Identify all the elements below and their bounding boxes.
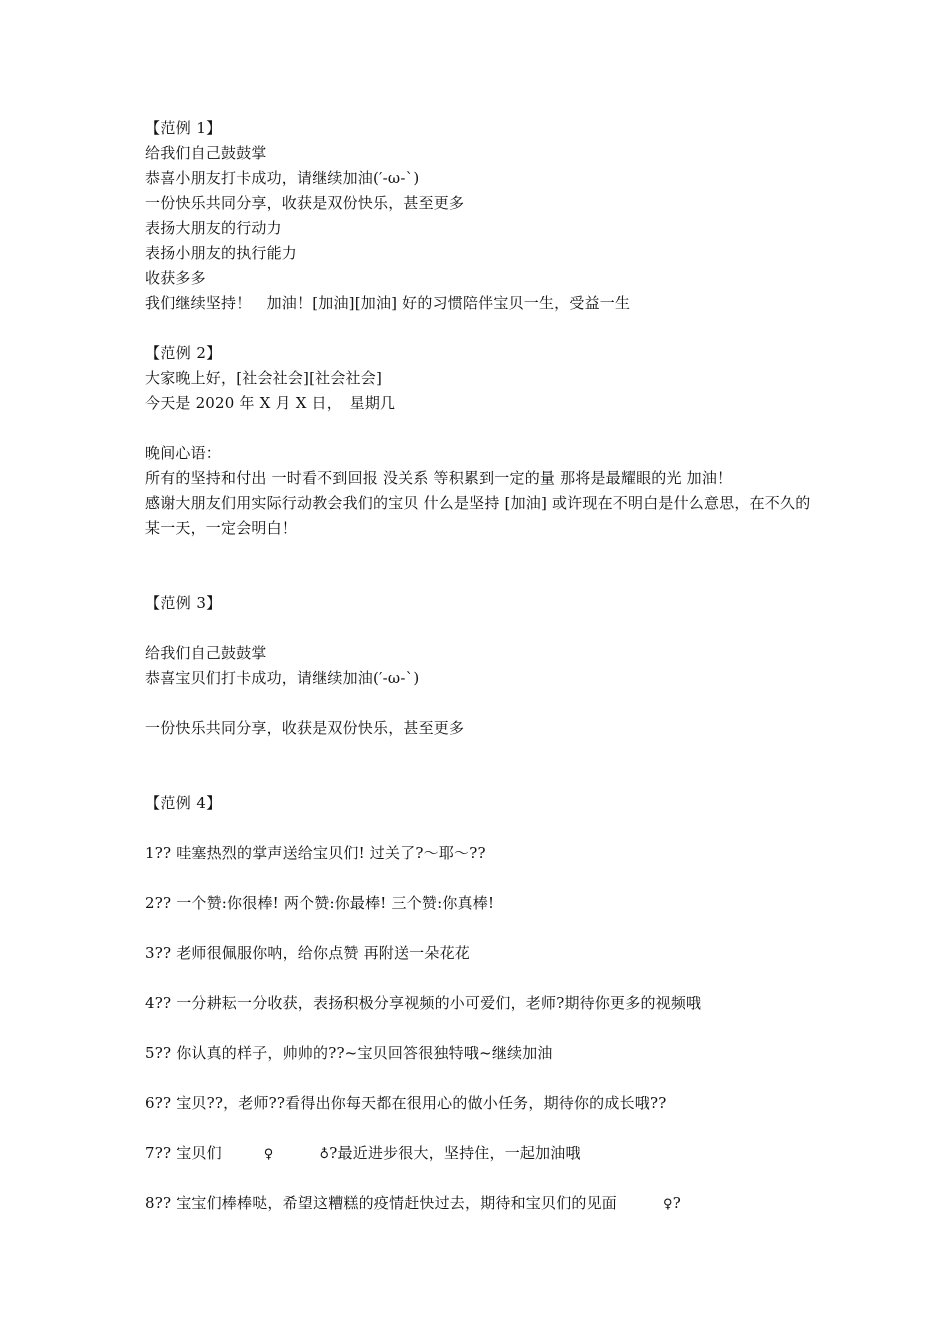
female-symbol-icon: ♀ xyxy=(663,1197,673,1212)
example-1-line: 恭喜小朋友打卡成功，请继续加油(′-ω-`) xyxy=(145,169,420,187)
example-4-item-7 xyxy=(145,1141,825,1166)
example-3-line: 恭喜宝贝们打卡成功，请继续加油(′-ω-`) xyxy=(145,669,420,687)
example-1-line: 我们继续坚持！ 加油！[加油][加油] 好的习惯陪伴宝贝一生，受益一生 xyxy=(145,294,631,312)
example-1-heading: 【范例 1】 xyxy=(145,119,222,137)
example-4-item-8 xyxy=(145,1191,825,1216)
example-4-heading: 【范例 4】 xyxy=(145,794,222,812)
spacer xyxy=(145,741,825,766)
example-2-paragraph: 感谢大朋友们用实际行动教会我们的宝贝 什么是坚持 [加油] 或许现在不明白是什么意思，在不久的某一天，一定会明白！ xyxy=(145,494,811,537)
earth-symbol-icon: ♁ xyxy=(319,1147,330,1162)
example-2-line: 大家晚上好，[社会社会][社会社会] xyxy=(145,369,383,387)
example-4-item: 2?? 一个赞:你很棒! 两个赞:你最棒! 三个赞:你真棒! xyxy=(145,894,495,912)
example-3-line: 给我们自己鼓鼓掌 xyxy=(145,644,267,662)
spacer xyxy=(145,566,825,591)
example-2-subheading: 晚间心语： xyxy=(145,444,222,462)
item-8-suffix: ? xyxy=(672,1194,681,1212)
female-symbol-icon: ♀ xyxy=(263,1147,274,1162)
example-4-item: 6?? 宝贝??，老师??看得出你每天都在很用心的做小任务，期待你的成长哦?? xyxy=(145,1094,667,1112)
spacer xyxy=(145,691,825,716)
example-3-heading: 【范例 3】 xyxy=(145,594,222,612)
spacer xyxy=(145,1116,825,1141)
spacer xyxy=(145,816,825,841)
spacer xyxy=(145,866,825,891)
example-1-line: 给我们自己鼓鼓掌 xyxy=(145,144,267,162)
item-8-prefix: 8?? 宝宝们棒棒哒，希望这糟糕的疫情赶快过去，期待和宝贝们的见面 xyxy=(145,1194,617,1212)
example-4-item: 3?? 老师很佩服你呐，给你点赞 再附送一朵花花 xyxy=(145,944,470,962)
document-body xyxy=(145,116,825,1216)
spacer xyxy=(145,766,825,791)
example-1-line: 表扬小朋友的执行能力 xyxy=(145,244,298,262)
spacer xyxy=(145,416,825,441)
example-3-line: 一份快乐共同分享，收获是双份快乐，甚至更多 xyxy=(145,719,465,737)
example-4-item: 5?? 你认真的样子，帅帅的??~宝贝回答很独特哦~继续加油 xyxy=(145,1044,553,1062)
example-1-line: 表扬大朋友的行动力 xyxy=(145,219,282,237)
example-4-item: 1?? 哇塞热烈的掌声送给宝贝们! 过关了?～耶～?? xyxy=(145,844,486,862)
example-2-line: 今天是 2020 年 X 月 X 日， 星期几 xyxy=(145,394,396,412)
example-1-line: 收获多多 xyxy=(145,269,206,287)
example-2-paragraph: 所有的坚持和付出 一时看不到回报 没关系 等积累到一定的量 那将是最耀眼的光 加油！ xyxy=(145,469,733,487)
spacer xyxy=(145,541,825,566)
spacer xyxy=(145,316,825,341)
spacer xyxy=(145,616,825,641)
item-7-prefix: 7?? 宝贝们 xyxy=(145,1144,222,1162)
example-4-item: 4?? 一分耕耘一分收获，表扬积极分享视频的小可爱们，老师?期待你更多的视频哦 xyxy=(145,994,702,1012)
spacer xyxy=(145,1166,825,1191)
spacer xyxy=(145,916,825,941)
spacer xyxy=(145,1016,825,1041)
example-1-line: 一份快乐共同分享，收获是双份快乐，甚至更多 xyxy=(145,194,465,212)
item-7-suffix: ?最近进步很大，坚持住，一起加油哦 xyxy=(329,1144,581,1162)
spacer xyxy=(145,966,825,991)
example-2-heading: 【范例 2】 xyxy=(145,344,222,362)
spacer xyxy=(145,1066,825,1091)
